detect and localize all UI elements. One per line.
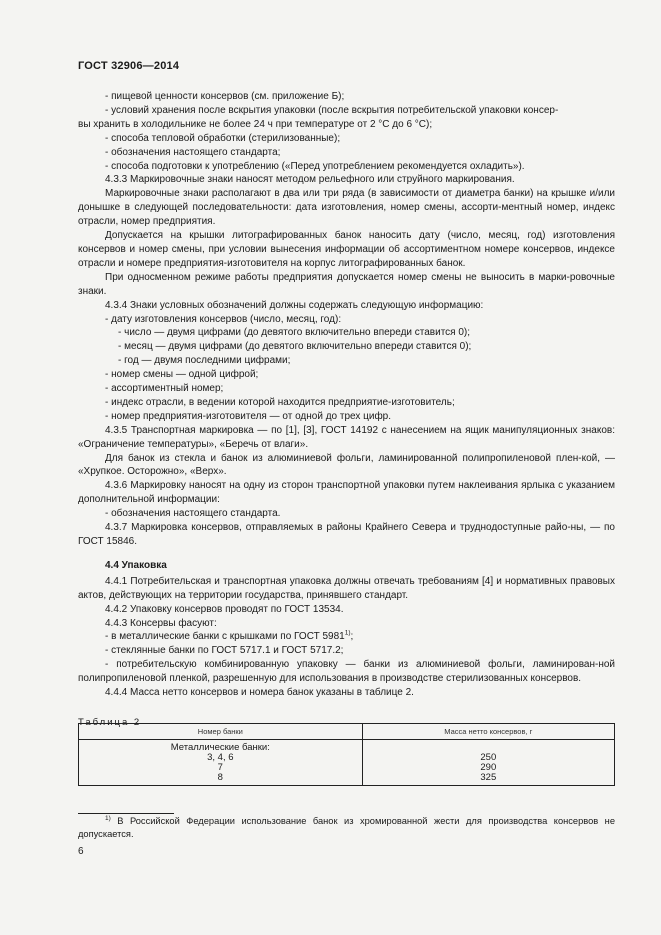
list-item: - обозначения настоящего стандарта; [105,146,281,158]
jar-value: 8 [217,772,223,783]
paragraph-4-4-4: 4.4.4 Масса нетто консервов и номера банок указаны в таблице 2. [105,687,414,699]
paragraph-4-4-3: 4.4.3 Консервы фасуют: [105,617,217,629]
main-text [78,90,615,730]
mass-cell [362,740,614,786]
mass-value: 250 [480,752,497,763]
list-item: - способа тепловой обработки (стерилизованные); [105,132,341,144]
paragraph-4-3-6: 4.3.6 Маркировку наносят на одну из сторон транспортной упаковки путем наклеивания ярлыка с указанием дополнительной информации: [78,480,615,506]
footnote-text: В Российской Федерации использование банок из хромированной жести для производства консервов не допускается. [78,816,615,839]
list-item: - обозначения настоящего стандарта. [105,508,281,520]
list-item: - дату изготовления консервов (число, месяц, год): [105,313,342,325]
section-heading-4-4: 4.4 Упаковка [105,559,167,571]
paragraph-4-3-5: 4.3.5 Транспортная маркировка — по [1], [3], ГОСТ 14192 с нанесением на ящик манипуляционных знаков: «Ограничение температуры», «Беречь от влаги». [78,424,615,450]
list-item: - номер предприятия-изготовителя — от одной до трех цифр. [105,410,392,422]
column-header-jar: Номер банки [79,724,363,740]
paragraph: При односменном режиме работы предприятия допускается номер смены не выносить в марки-ровочные знаки. [78,271,615,297]
table-header-row [79,724,615,740]
paragraph-4-4-1: 4.4.1 Потребительская и транспортная упаковка должны отвечать требованиям [4] и нормативных правовых актов, действующих на территории государства, принявшего стандарт. [78,575,615,601]
group-label: Металлические банки: [170,742,270,753]
list-item: - условий хранения после вскрытия упаковки (после вскрытия потребительской упаковки консер- [105,104,559,116]
paragraph: Маркировочные знаки располагают в два или три ряда (в зависимости от диаметра банки) на крышке и/или донышке в следующей последовательности: дата изготовления, номер смены, ассорти-ментный номер, индекс отрасли, номер предприятия. [78,188,615,228]
jar-value: 3, 4, 6 [207,752,234,763]
list-item: - пищевой ценности консервов (см. приложение Б); [105,91,345,102]
page-number: 6 [78,846,84,857]
mass-value: 325 [480,772,497,783]
list-item: - стеклянные банки по ГОСТ 5717.1 и ГОСТ 5717.2; [105,645,344,657]
jar-value: 7 [217,762,223,773]
paragraph-4-3-7: 4.3.7 Маркировка консервов, отправляемых в районы Крайнего Севера и труднодоступные райо-ны, — по ГОСТ 15846. [78,522,615,547]
list-item: - потребительскую комбинированную упаковку — банки из алюминиевой фольги, ламинирован-ной полипропиленовой пленкой, разрешенную для использования в производстве стерилизованных консервов. [78,659,615,685]
document-header: ГОСТ 32906—2014 [78,60,180,72]
footnote [78,815,615,841]
jar-cell [79,740,363,786]
list-item: - ассортиментный номер; [105,383,224,395]
column-header-mass: Масса нетто консервов, г [362,724,614,740]
list-item-text: - в металлические банки с крышками по ГОСТ 5981 [105,631,345,643]
paragraph-4-3-4: 4.3.4 Знаки условных обозначений должны содержать следующую информацию: [105,299,484,311]
table-row [79,740,615,786]
table-caption: Таблица 2 [78,716,142,728]
sub-list-item: - год — двумя последними цифрами; [118,355,291,367]
mass-value: 290 [480,762,497,773]
list-item [78,630,615,644]
footnote-ref[interactable]: 1) [344,630,351,638]
paragraph-4-3-3: 4.3.3 Маркировочные знаки наносят методом рельефного или струйного маркирования. [105,174,515,186]
footnote-divider [78,813,174,814]
list-item: - индекс отрасли, в ведении которой находится предприятие-изготовитель; [105,396,455,408]
sub-list-item: - месяц — двумя цифрами (до девятого включительно впереди ставится 0); [118,341,472,353]
list-item: - способа подготовки к употреблению («Перед употреблением рекомендуется охладить»). [105,160,525,172]
footnote-marker: 1) [105,814,111,822]
list-item: - номер смены — одной цифрой; [105,369,259,381]
sub-list-item: - число — двумя цифрами (до девятого включительно впереди ставится 0); [118,327,471,339]
table-2 [78,723,615,786]
paragraph: Для банок из стекла и банок из алюминиевой фольги, ламинированной полипропиленовой плен-кой, — «Хрупкое. Осторожно», «Верх». [78,452,615,478]
paragraph-4-4-2: 4.4.2 Упаковку консервов проводят по ГОСТ 13534. [105,603,344,615]
paragraph: Допускается на крышки литографированных банок наносить дату (число, месяц, год) изготовления консервов и номер смены, при условии вынесения информации об ассортиментном номере консервов, индексе отрасли и номере предприятия-изготовителя на корпус литографированных банок. [78,230,615,269]
list-item-continuation: вы хранить в холодильнике не более 24 ч при температуре от 2 °С до 6 °С); [78,118,433,130]
list-item-end: ; [350,631,354,643]
